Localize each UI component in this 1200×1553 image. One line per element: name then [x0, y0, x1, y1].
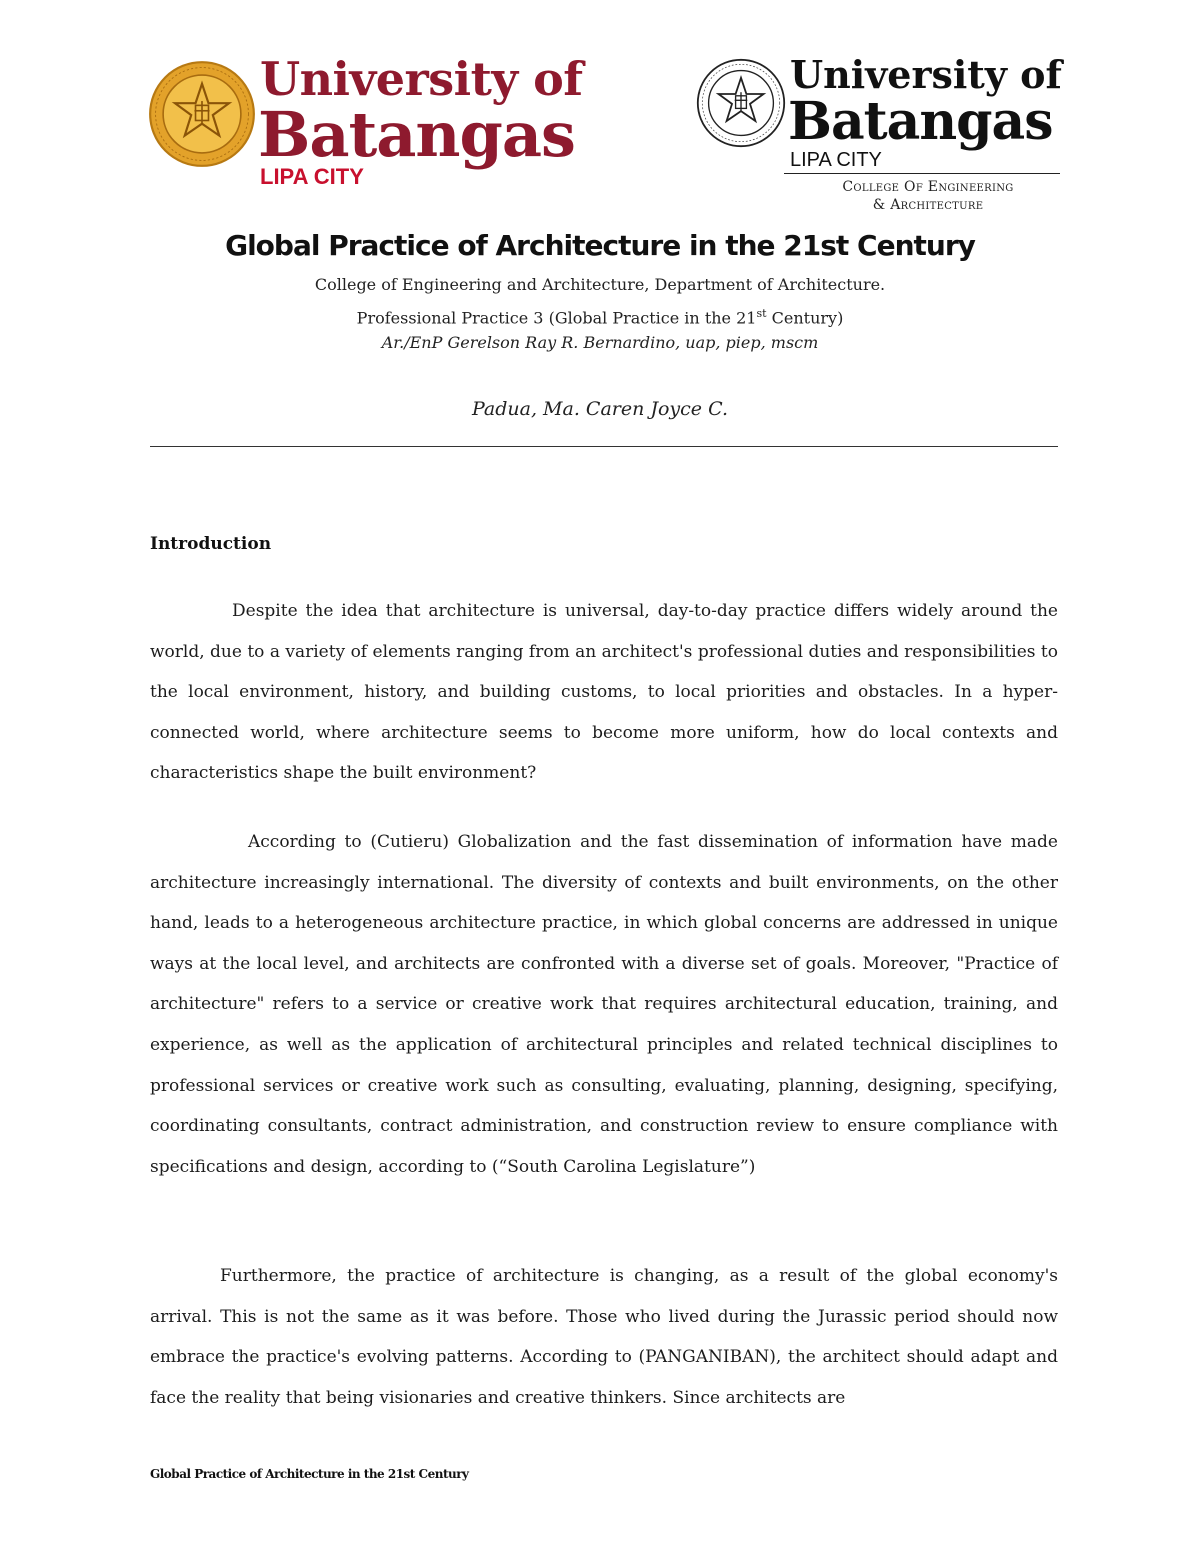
university-seal-icon: [148, 60, 256, 168]
paragraph-1: Despite the idea that architecture is universal, day-to-day practice differs widely around the world, due to a variety of elements ranging from an architect's professional duties and responsibilities to the local environment, history, and building customs, to local priorities and obstacles. In a hyper-connected world, where architecture seems to become more uniform, how do local contexts and characteristics shape the built environment?: [150, 601, 1058, 784]
logo-divider: [784, 173, 1060, 174]
course-line-tail: Century): [766, 308, 844, 328]
department-line: College of Engineering and Architecture, Department of Architecture.: [314, 275, 886, 294]
instructor-line: Ar./EnP Gerelson Ray R. Bernardino, uap, piep, mscm: [381, 333, 819, 352]
logo-right-line1: University of: [790, 52, 1062, 97]
logo-left-line1: University of: [260, 52, 583, 106]
page-footer: Global Practice of Architecture in the 21st Century: [150, 1467, 469, 1481]
author-name: Padua, Ma. Caren Joyce C.: [471, 398, 728, 420]
college-line1: College Of Engineering: [842, 179, 1014, 195]
college-name: [800, 178, 1056, 214]
college-logo-mono: [696, 54, 1066, 219]
paragraph-3: Furthermore, the practice of architecture is changing, as a result of the global economy's arrival. This is not the same as it was before. Those who lived during the Jurassic period should now embrace the practice's evolving patterns. According to (PANGANIBAN), the architect should adapt and face the reality that being visionaries and creative thinkers. Since architects are: [150, 1266, 1058, 1408]
university-seal-mono-icon: [696, 58, 786, 148]
college-line2: & Architecture: [872, 197, 984, 213]
paragraph-2: According to (Cutieru) Globalization and the fast dissemination of information have made architecture increasingly international. The diversity of contexts and built environments, on the other hand, leads to a heterogeneous architecture practice, in which global concerns are addressed in unique ways at the local level, and architects are confronted with a diverse set of goals. Moreover, "Practice of architecture" refers to a service or creative work that requires architectural education, training, and experience, as well as the application of architectural principles and related technical disciplines to professional services or creative work such as consulting, evaluating, planning, designing, specifying, coordinating consultants, contract administration, and construction review to ensure compliance with specifications and design, according to (“South Carolina Legislature”): [150, 832, 1058, 1177]
logo-right-line2: Batangas: [788, 91, 1053, 152]
section-heading: Introduction: [150, 534, 272, 554]
course-line-text: Professional Practice 3 (Global Practice in the 21: [356, 308, 757, 328]
logo-left-line2: Batangas: [258, 98, 575, 171]
course-line-superscript: st: [756, 307, 767, 320]
university-logo-color: [148, 52, 583, 192]
course-line: [0, 303, 1200, 329]
document-title: Global Practice of Architecture in the 21st Century: [225, 229, 975, 262]
logo-left-line3: LIPA CITY: [260, 164, 364, 189]
header-divider: [150, 446, 1058, 447]
logo-right-line3: LIPA CITY: [790, 149, 882, 171]
